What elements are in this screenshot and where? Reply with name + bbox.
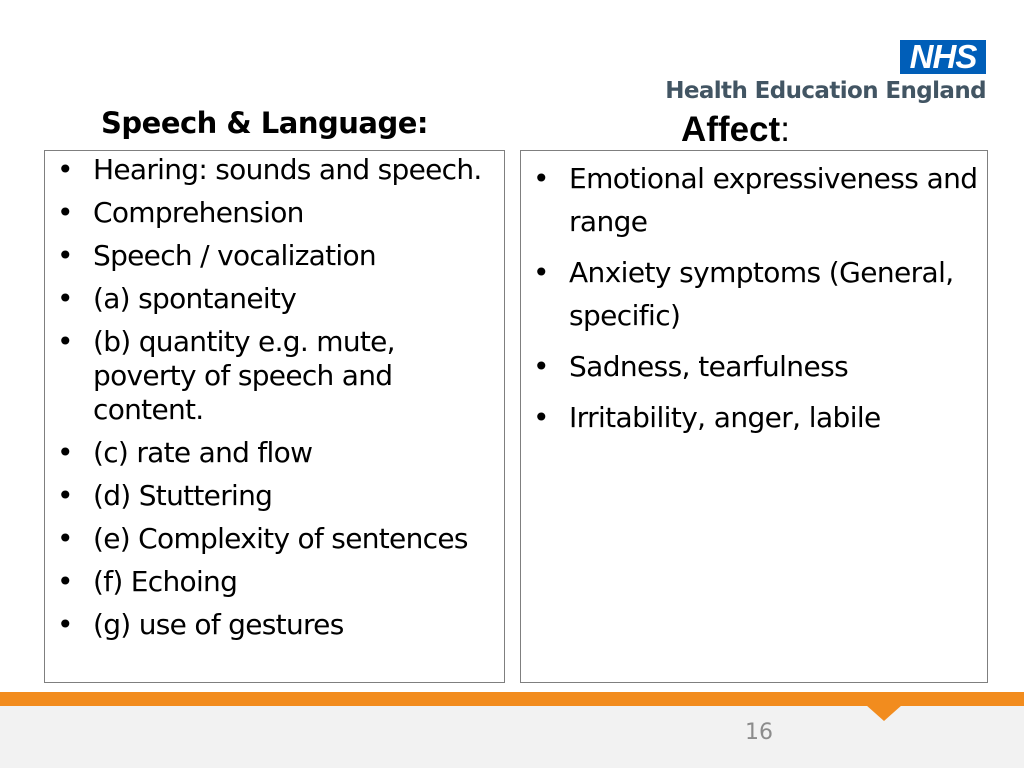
list-item: • Anxiety symptoms (General, specific) — [521, 251, 987, 337]
list-item: • (g) use of gestures — [45, 608, 504, 642]
list-item: • (e) Complexity of sentences — [45, 522, 504, 556]
speech-language-list — [45, 151, 504, 642]
footer-notch — [866, 705, 902, 721]
footer-accent-bar — [0, 692, 1024, 706]
list-item: • Emotional expressiveness and range — [521, 157, 987, 243]
affect-box — [520, 150, 988, 683]
list-item: • Speech / vocalization — [45, 239, 504, 273]
list-item: • (d) Stuttering — [45, 479, 504, 513]
list-item: • Hearing: sounds and speech. — [45, 153, 504, 187]
list-item: • (b) quantity e.g. mute, poverty of speech and content. — [45, 325, 504, 427]
affect-list — [521, 151, 987, 439]
org-name: Health Education England — [665, 78, 986, 104]
list-item: • (f) Echoing — [45, 565, 504, 599]
nhs-hee-logo — [636, 40, 988, 112]
list-item: • Comprehension — [45, 196, 504, 230]
list-item: • Irritability, anger, labile — [521, 396, 987, 439]
page-number: 16 — [745, 720, 773, 745]
list-item: • Sadness, tearfulness — [521, 345, 987, 388]
speech-language-box — [44, 150, 505, 683]
affect-heading-colon: : — [780, 110, 790, 149]
list-item: • (a) spontaneity — [45, 282, 504, 316]
affect-heading — [681, 110, 790, 150]
nhs-logo: NHS — [900, 40, 986, 74]
speech-language-heading: Speech & Language: — [101, 106, 428, 140]
list-item: • (c) rate and flow — [45, 436, 504, 470]
affect-heading-text: Affect — [681, 110, 781, 149]
